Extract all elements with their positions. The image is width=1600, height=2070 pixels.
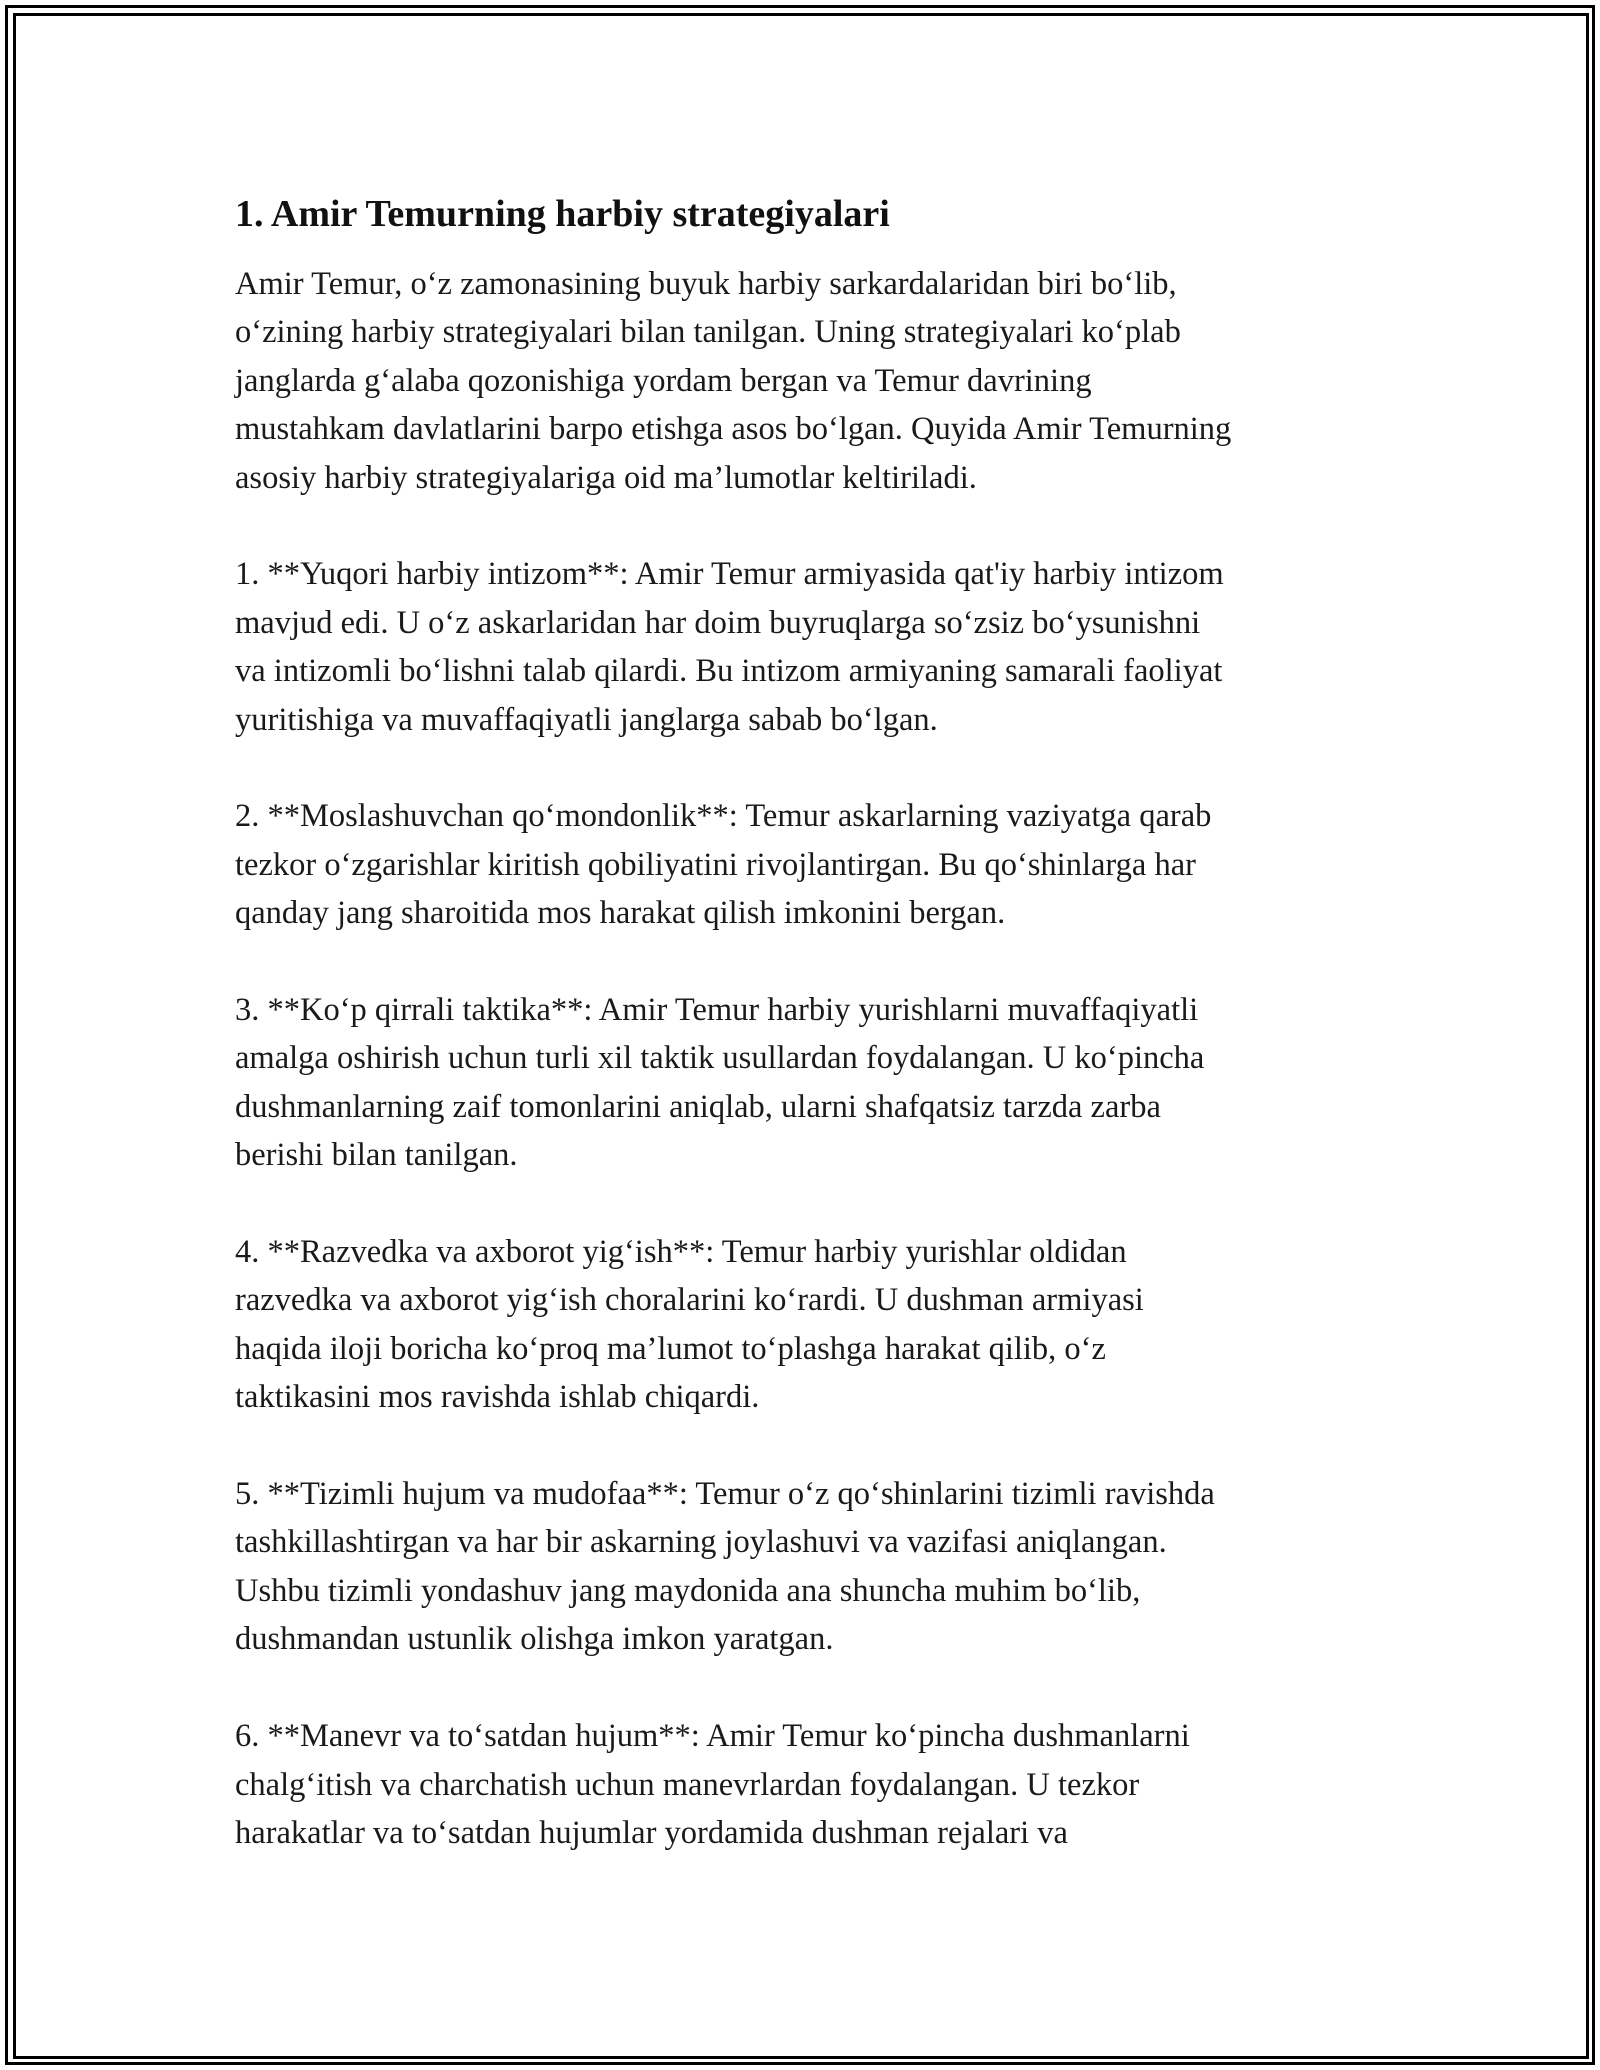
text-line: yuritishiga va muvaffaqiyatli janglarga sabab bo‘lgan. <box>235 701 938 738</box>
text-line: Amir Temur, o‘z zamonasining buyuk harbiy sarkardalaridan biri bo‘lib, <box>235 266 1177 302</box>
intro-paragraph <box>235 260 1385 502</box>
text-line: tashkillashtirgan va har bir askarning joylashuvi va vazifasi aniqlangan. <box>235 1524 1167 1561</box>
text-line: 5. **Tizimli hujum va mudofaa**: Temur o‘z qo‘shinlarini tizimli ravishda <box>235 1476 1215 1513</box>
section-heading: 1. Amir Temurning harbiy strategiyalari <box>235 193 890 235</box>
text-line: o‘zining harbiy strategiyalari bilan tanilgan. Uning strategiyalari ko‘plab <box>235 314 1181 351</box>
text-line: dushmanlarning zaif tomonlarini aniqlab, ularni shafqatsiz tarzda zarba <box>235 1088 1161 1125</box>
text-line: razvedka va axborot yig‘ish choralarini ko‘rardi. U dushman armiyasi <box>235 1282 1144 1319</box>
strategy-paragraph <box>235 792 1385 937</box>
text-line: 6. **Manevr va to‘satdan hujum**: Amir Temur ko‘pincha dushmanlarni <box>235 1718 1190 1755</box>
text-line: asosiy harbiy strategiyalariga oid ma’lumotlar keltiriladi. <box>235 459 977 496</box>
text-line: Ushbu tizimli yondashuv jang maydonida ana shuncha muhim bo‘lib, <box>235 1572 1141 1609</box>
strategy-paragraph <box>235 986 1385 1180</box>
text-line: berishi bilan tanilgan. <box>235 1137 518 1174</box>
text-line: tezkor o‘zgarishlar kiritish qobiliyatini rivojlantirgan. Bu qo‘shinlarga har <box>235 846 1196 883</box>
document-body <box>235 190 1385 1906</box>
strategy-paragraph <box>235 1712 1385 1857</box>
text-line: dushmandan ustunlik olishga imkon yaratgan. <box>235 1621 834 1658</box>
text-line: 1. **Yuqori harbiy intizom**: Amir Temur armiyasida qat'iy harbiy intizom <box>235 556 1224 593</box>
strategy-paragraph <box>235 550 1385 744</box>
text-line: janglarda g‘alaba qozonishiga yordam bergan va Temur davrining <box>235 362 1092 399</box>
text-line: va intizomli bo‘lishni talab qilardi. Bu intizom armiyaning samarali faoliyat <box>235 653 1223 690</box>
text-line: amalga oshirish uchun turli xil taktik usullardan foydalangan. U ko‘pincha <box>235 1040 1205 1077</box>
strategy-paragraph <box>235 1228 1385 1422</box>
paragraph-list <box>235 260 1385 1857</box>
text-line: harakatlar va to‘satdan hujumlar yordamida dushman rejalari va <box>235 1814 1068 1851</box>
text-line: haqida iloji boricha ko‘proq ma’lumot to‘plashga harakat qilib, o‘z <box>235 1330 1106 1367</box>
text-line: 3. **Ko‘p qirrali taktika**: Amir Temur harbiy yurishlarni muvaffaqiyatli <box>235 992 1199 1029</box>
strategy-paragraph <box>235 1470 1385 1664</box>
text-line: 2. **Moslashuvchan qo‘mondonlik**: Temur askarlarning vaziyatga qarab <box>235 798 1212 835</box>
text-line: taktikasini mos ravishda ishlab chiqardi. <box>235 1379 760 1416</box>
text-line: 4. **Razvedka va axborot yig‘ish**: Temur harbiy yurishlar oldidan <box>235 1234 1127 1271</box>
text-line: qanday jang sharoitida mos harakat qilish imkonini bergan. <box>235 895 1006 932</box>
text-line: chalg‘itish va charchatish uchun manevrlardan foydalangan. U tezkor <box>235 1766 1140 1803</box>
text-line: mavjud edi. U o‘z askarlaridan har doim buyruqlarga so‘zsiz bo‘ysunishni <box>235 604 1201 641</box>
text-line: mustahkam davlatlarini barpo etishga asos bo‘lgan. Quyida Amir Temurning <box>235 411 1232 448</box>
